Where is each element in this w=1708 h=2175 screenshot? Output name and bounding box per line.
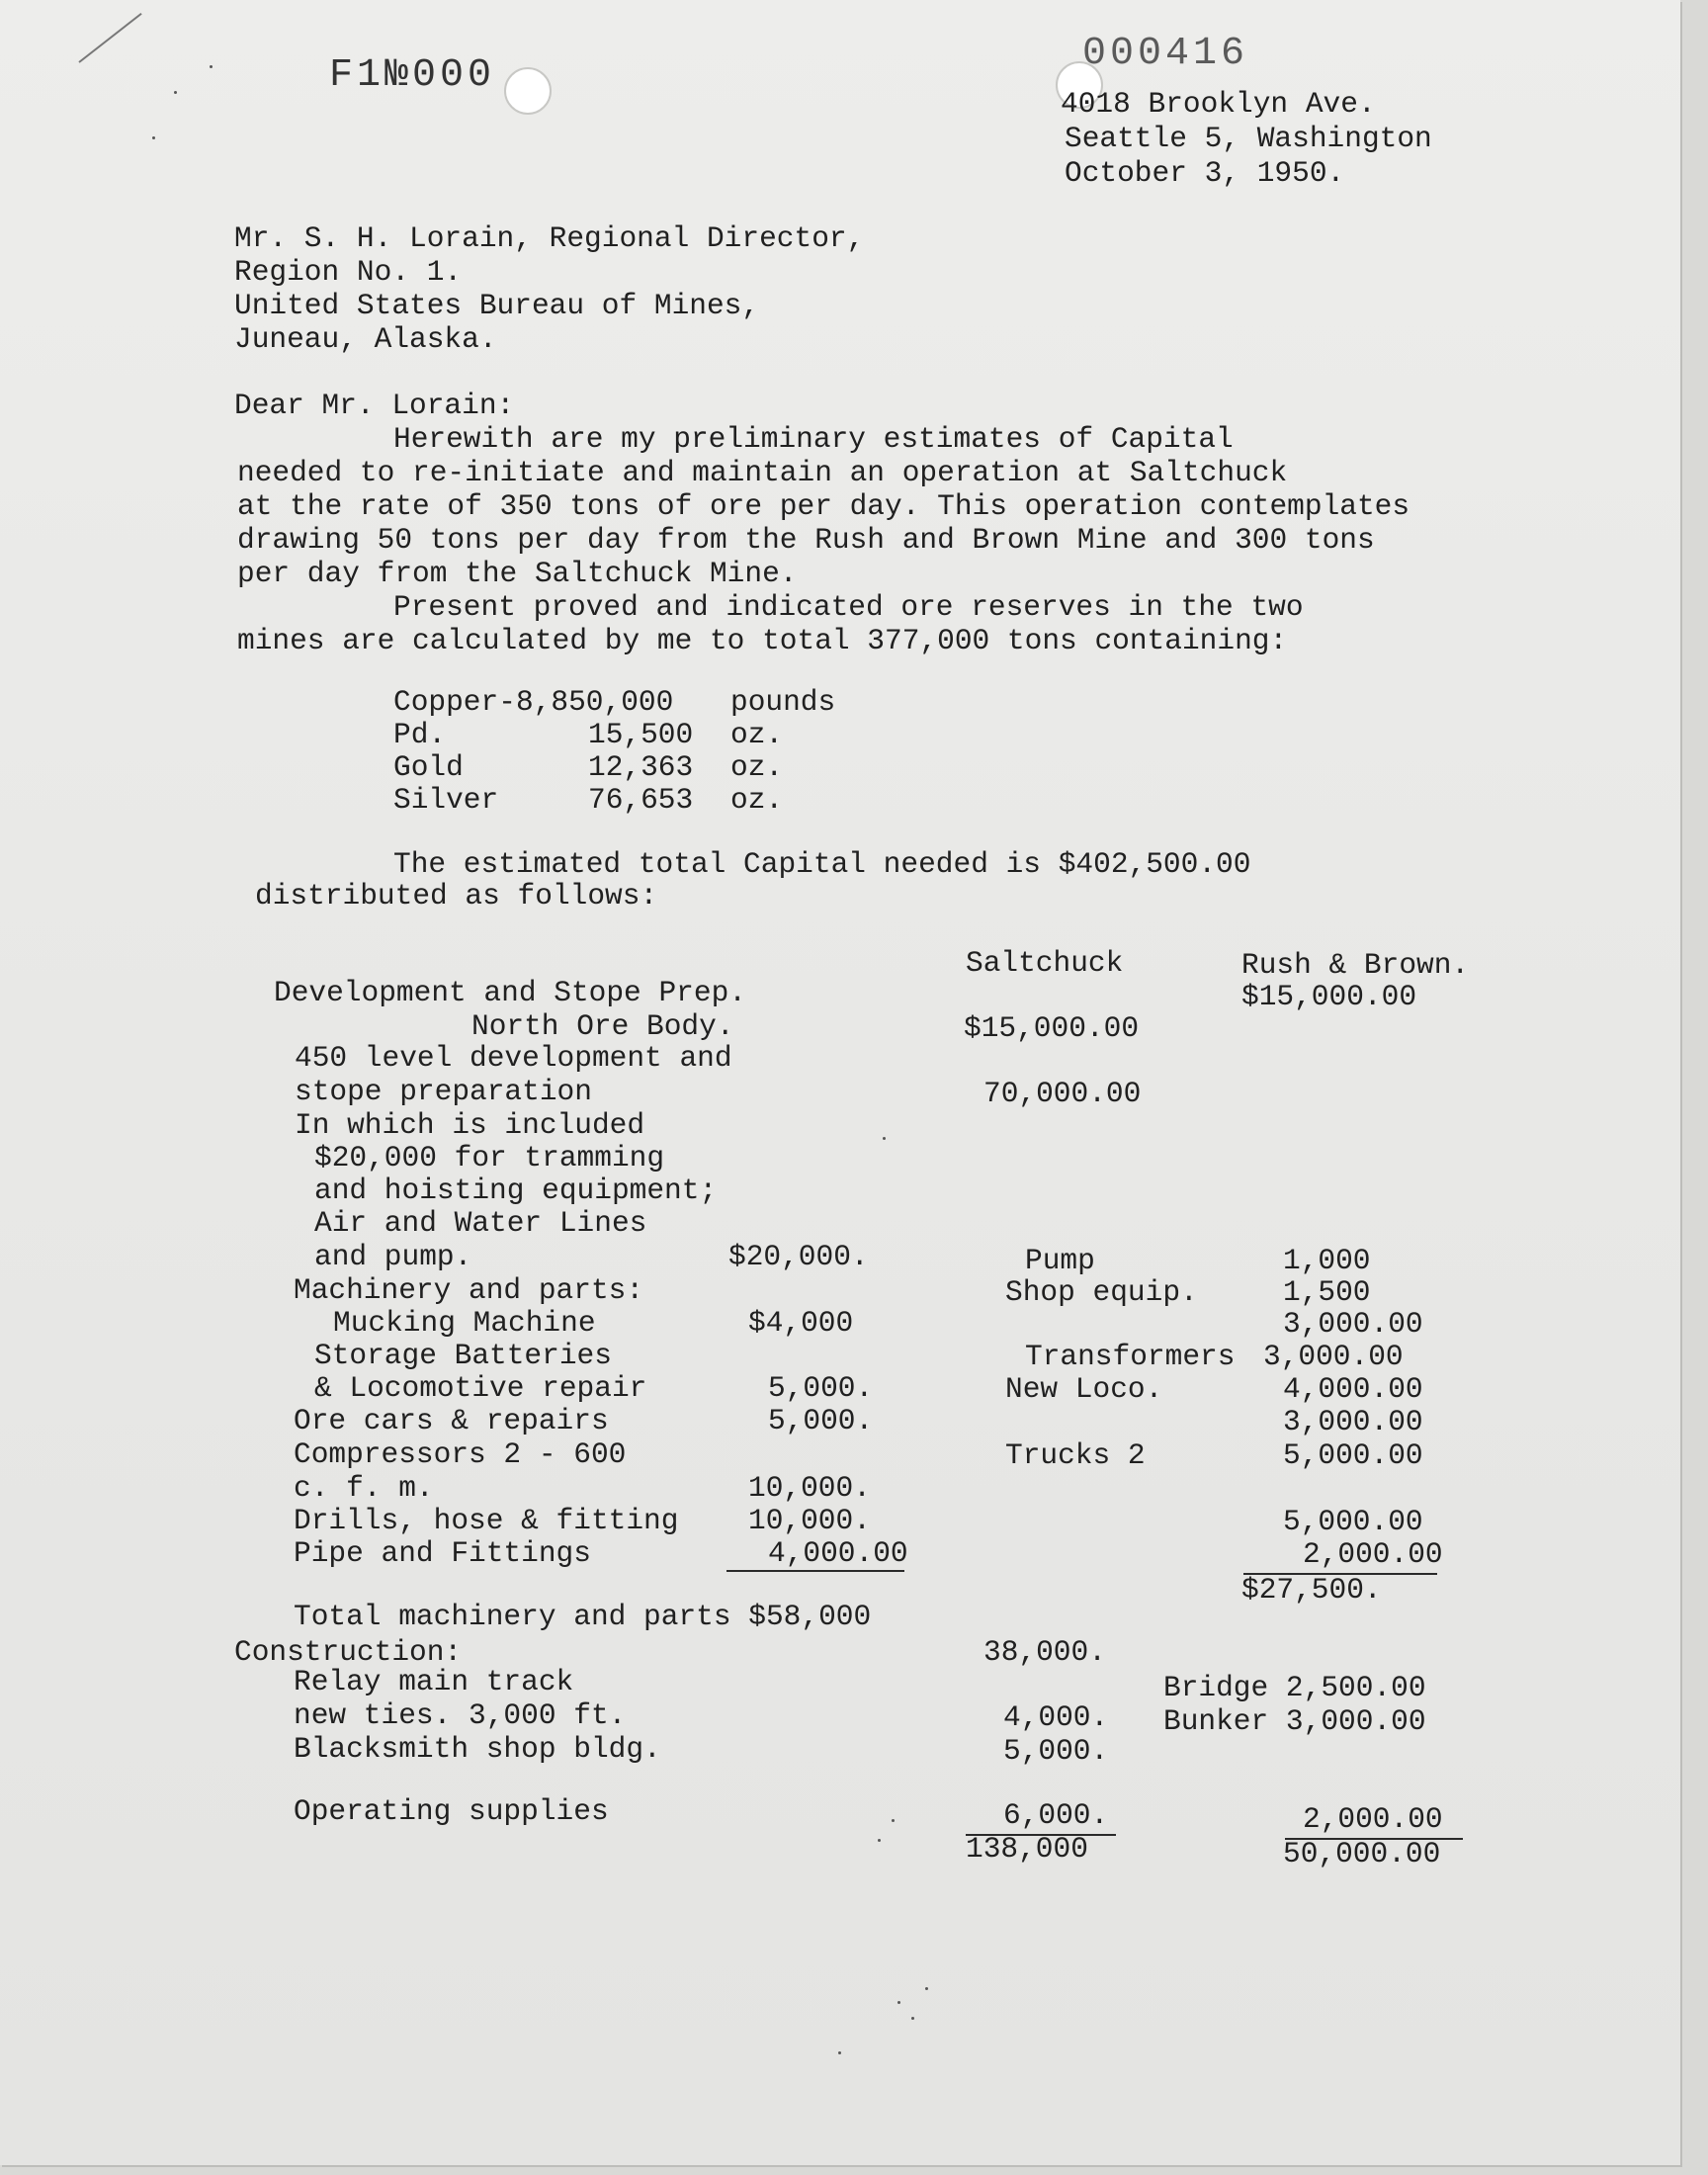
reserve-value: 76,653 [588, 783, 694, 817]
reserve-value: 12,363 [588, 750, 694, 784]
reserve-unit: pounds [730, 685, 836, 719]
row-ore-value: 5,000. [768, 1404, 874, 1437]
scan-speck [838, 2051, 841, 2054]
reserve-value: 8,850,000 [516, 685, 674, 719]
row-level-line: 450 level development and [295, 1041, 732, 1075]
row-drills-label: Drills, hose & fitting [294, 1504, 679, 1537]
relay-label: Relay main track [294, 1665, 574, 1698]
rush-item-value: 5,000.00 [1283, 1438, 1423, 1472]
row-level-line: stope preparation [295, 1075, 592, 1108]
rush-item-label: Trucks 2 [1005, 1438, 1146, 1472]
relay-saltchuck: 4,000. [1003, 1700, 1109, 1734]
row-north-saltchuck: $15,000.00 [964, 1011, 1140, 1045]
row-level-line: and hoisting equipment; [314, 1174, 718, 1207]
scan-speck [925, 1987, 928, 1990]
address-line-1: 4018 Brooklyn Ave. [1061, 87, 1376, 121]
rush-item-label: Pump [1025, 1244, 1095, 1277]
scan-speck [152, 136, 155, 139]
letter-date: October 3, 1950. [1065, 156, 1345, 190]
row-loco-label: & Locomotive repair [314, 1371, 647, 1405]
bunker-item: Bunker 3,000.00 [1163, 1704, 1426, 1738]
stamp-left: F1№000 [329, 53, 496, 98]
row-storage-label: Storage Batteries [314, 1339, 612, 1372]
scan-speck [174, 91, 177, 94]
scan-speck [892, 1819, 895, 1822]
rush-item-value: 1,500 [1283, 1275, 1371, 1309]
row-level-line: $20,000 for tramming [314, 1141, 665, 1174]
row-comp-value: 10,000. [748, 1471, 871, 1505]
body-p1-line: drawing 50 tons per day from the Rush and Brown Mine and 300 tons [237, 523, 1375, 557]
row-machinery-label: Machinery and parts: [294, 1273, 644, 1307]
rush-item-value: 3,000.00 [1263, 1340, 1404, 1373]
punch-hole-left [504, 67, 552, 115]
reserve-label: Pd. [393, 718, 447, 751]
row-development-label: Development and Stope Prep. [274, 976, 746, 1009]
saltchuck-total: 138,000 [966, 1832, 1088, 1866]
row-loco-value: 5,000. [768, 1371, 874, 1405]
row-drills-value: 10,000. [748, 1504, 871, 1537]
rush-item-value: 3,000.00 [1283, 1307, 1423, 1341]
total-machinery: Total machinery and parts $58,000 [294, 1600, 872, 1633]
body-p1-line: needed to re-initiate and maintain an operation at Saltchuck [237, 456, 1288, 489]
rush-item-value: 3,000.00 [1283, 1405, 1423, 1438]
row-development-rush: $15,000.00 [1241, 980, 1417, 1013]
reserve-unit: oz. [730, 718, 784, 751]
operating-rush: 2,000.00 [1303, 1802, 1443, 1836]
pipe-underline [726, 1570, 904, 1572]
row-comp-label-2: c. f. m. [294, 1471, 434, 1505]
salutation: Dear Mr. Lorain: [234, 389, 515, 422]
rush-item-label: Transformers [1025, 1340, 1236, 1373]
capital-distribution-line: distributed as follows: [255, 879, 658, 913]
row-mucking-label: Mucking Machine [333, 1306, 596, 1340]
reserve-unit: oz. [730, 750, 784, 784]
scan-speck [883, 1137, 886, 1140]
row-north-label: North Ore Body. [471, 1009, 734, 1043]
blacksmith-label: Blacksmith shop bldg. [294, 1732, 661, 1766]
body-p1-line: at the rate of 350 tons of ore per day. This operation contemplates [237, 489, 1410, 523]
scan-speck [878, 1839, 881, 1842]
body-p1-line: Herewith are my preliminary estimates of Capital [393, 422, 1234, 456]
reserve-label: Silver [393, 783, 499, 817]
column-header-rush-brown: Rush & Brown. [1241, 948, 1470, 982]
recipient-line-1: Mr. S. H. Lorain, Regional Director, [234, 221, 865, 255]
body-p2-line: Present proved and indicated ore reserves in the two [393, 590, 1304, 624]
rush-item-value: 4,000.00 [1283, 1372, 1423, 1406]
row-air-subtotal: $20,000. [728, 1240, 869, 1273]
rush-item-label: New Loco. [1005, 1372, 1163, 1406]
row-level-saltchuck: 70,000.00 [983, 1077, 1142, 1110]
scan-speck [911, 2017, 914, 2020]
row-mucking-value: $4,000 [748, 1306, 854, 1340]
construction-saltchuck: 38,000. [983, 1635, 1106, 1669]
recipient-line-4: Juneau, Alaska. [234, 322, 497, 356]
rush-item-value: 1,000 [1283, 1244, 1371, 1277]
rush-machinery-subtotal: $27,500. [1241, 1573, 1382, 1607]
scan-speck [897, 2001, 900, 2004]
reserve-label: Copper- [393, 685, 516, 719]
rush-item-value: 2,000.00 [1303, 1537, 1443, 1571]
bridge-item: Bridge 2,500.00 [1163, 1671, 1426, 1704]
reserve-unit: oz. [730, 783, 784, 817]
rush-total: 50,000.00 [1283, 1837, 1441, 1870]
relay-label-2: new ties. 3,000 ft. [294, 1698, 627, 1732]
row-ore-label: Ore cars & repairs [294, 1404, 609, 1437]
operating-saltchuck: 6,000. [1003, 1798, 1109, 1832]
reserve-label: Gold [393, 750, 464, 784]
recipient-line-3: United States Bureau of Mines, [234, 289, 760, 322]
reserve-value: 15,500 [588, 718, 694, 751]
address-line-2: Seattle 5, Washington [1065, 122, 1432, 155]
operating-label: Operating supplies [294, 1794, 609, 1828]
blacksmith-saltchuck: 5,000. [1003, 1734, 1109, 1768]
recipient-line-2: Region No. 1. [234, 255, 463, 289]
scan-mark [78, 13, 141, 63]
row-level-line: Air and Water Lines [314, 1206, 647, 1240]
row-pipe-label: Pipe and Fittings [294, 1536, 591, 1570]
body-p1-line: per day from the Saltchuck Mine. [237, 557, 798, 590]
row-level-line: and pump. [314, 1240, 472, 1273]
capital-total-line: The estimated total Capital needed is $402,500.00 [393, 847, 1251, 881]
stamp-right: 000416 [1082, 32, 1249, 76]
column-header-saltchuck: Saltchuck [966, 946, 1124, 980]
row-comp-label: Compressors 2 - 600 [294, 1437, 627, 1471]
body-p2-line: mines are calculated by me to total 377,000 tons containing: [237, 624, 1288, 657]
rush-item-value: 5,000.00 [1283, 1505, 1423, 1538]
row-pipe-value: 4,000.00 [768, 1536, 908, 1570]
scan-speck [210, 65, 213, 68]
construction-label: Construction: [234, 1635, 463, 1669]
rush-item-label: Shop equip. [1005, 1275, 1198, 1309]
row-level-line: In which is included [295, 1108, 645, 1142]
